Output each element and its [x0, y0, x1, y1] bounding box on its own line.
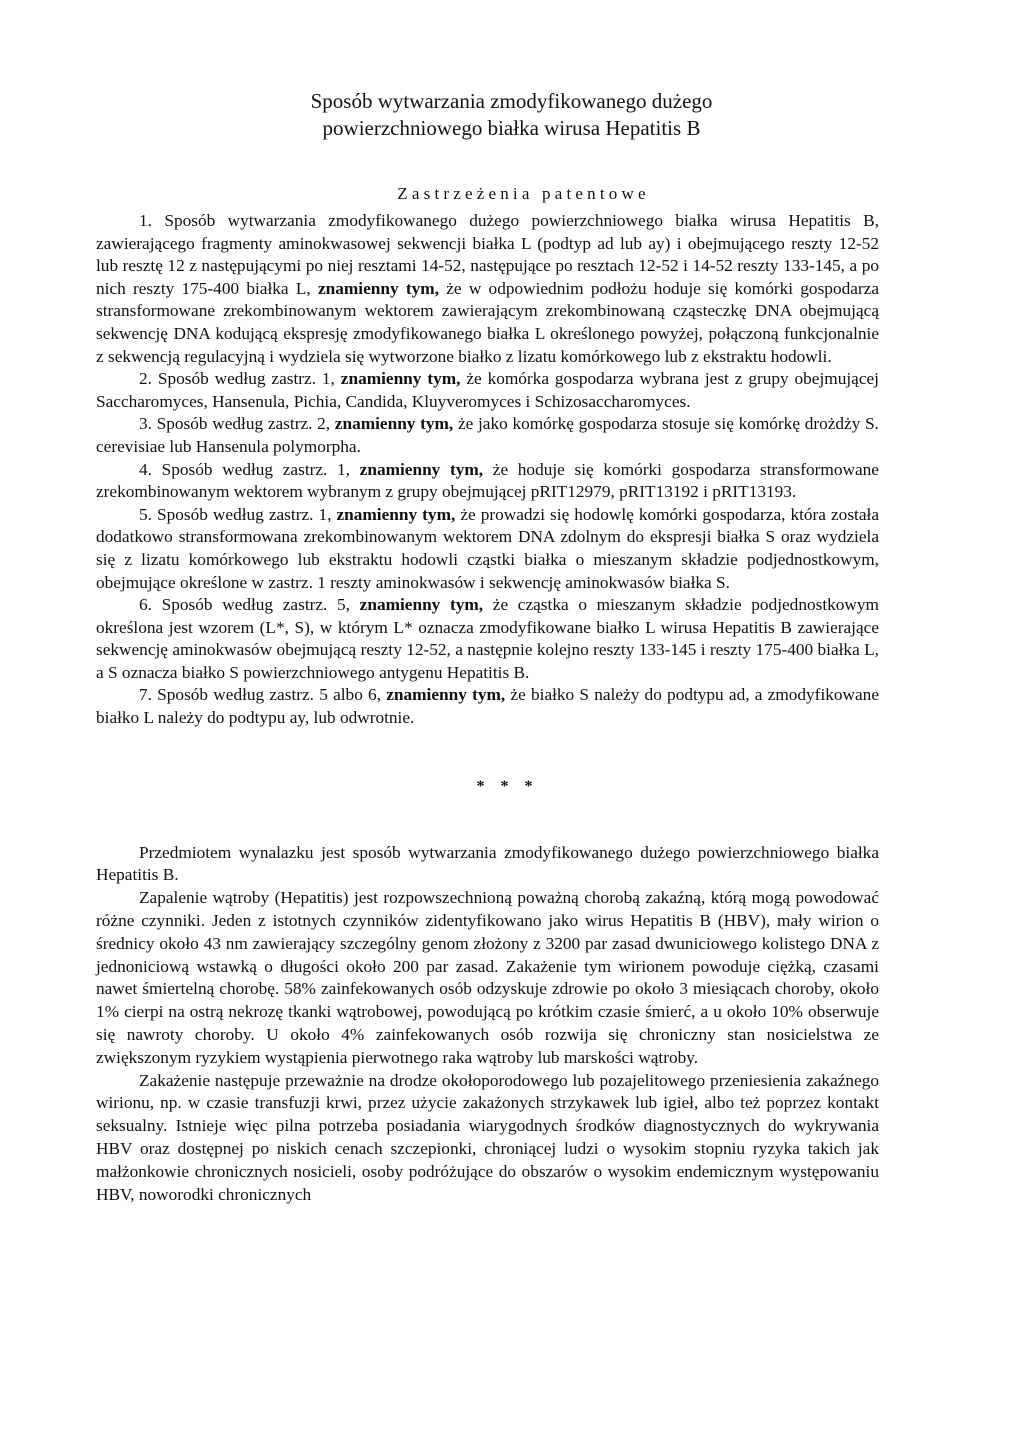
claims-section: [96, 210, 879, 730]
claim-1-text-rest: że w odpowiednim podłożu hoduje się komórki gospodarza stransformowane zrekombinowanym wektorem zawierającym zrekombinowaną cząsteczkę DNA obejmującą sekwencję DNA kodującą ekspresję zmodyfikowanego białka L określonego powyżej, połączoną funkcjonalnie z sekwencją regulacyjną i wydziela się wytworzone białko z lizatu komórkowego lub z ekstraktu hodowli.: [96, 278, 879, 366]
claim-7-text-rest: że białko S należy do podtypu ad, a zmodyfikowane białko L należy do podtypu ay, lub odwrotnie.: [96, 685, 879, 728]
claim-4-text: 4. Sposób według zastrz. 1,: [139, 459, 360, 479]
claim-7-bold: znamienny tym,: [386, 685, 506, 705]
claim-2-text: 2. Sposób według zastrz. 1,: [139, 369, 341, 389]
claims-heading: Zastrzeżenia patentowe: [397, 184, 650, 203]
claim-2-bold: znamienny tym,: [340, 369, 461, 389]
claim-1-text: 1. Sposób wytwarzania zmodyfikowanego dużego powierzchniowego białka wirusa Hepatitis B, zawierającego fragmenty aminokwasowej sekwencji białka L (podtyp ad lub ay) i obejmującego reszty 12-52 lub resztę 12 z następującymi po niej resztami 14-52, następujące po resztach 12-52 i 14-52 reszty 133-145, a po nich reszty 175-400 białka L,: [96, 211, 879, 298]
claim-1: [96, 210, 879, 368]
title-line-2: powierzchniowego białka wirusa Hepatitis B: [322, 116, 701, 140]
claim-3-text: 3. Sposób według zastrz. 2,: [139, 414, 335, 434]
description-paragraph-2: Zapalenie wątroby (Hepatitis) jest rozpowszechnioną poważną chorobą zakaźną, którą mogą powodować różne czynniki. Jeden z istotnych czynników zidentyfikowano jako wirus Hepatitis B (HBV), mały wirion o średnicy około 43 nm zawierający szczególny genom złożony z 3200 par zasad dwuniciowego kolistego DNA z jednoniciową wstawką o długości około 200 par zasad. Zakażenie tym wirionem powoduje ciężką, czasami nawet śmiertelną chorobę. 58% zainfekowanych osób odzyskuje zdrowie po około 3 miesiącach choroby, około 1% cierpi na ostrą nekrozę tkanki wątrobowej, powodującą po krótkim czasie śmierć, a u około 10% obserwuje się nawroty choroby. U około 4% zainfekowanych osób rozwija się chroniczny stan nosicielstwa ze zwiększonym ryzykiem wystąpienia pierwotnego raka wątroby lub marskości wątroby.: [96, 888, 879, 1067]
claim-3: [96, 413, 879, 458]
claim-4-text-rest: że hoduje się komórki gospodarza stransformowane zrekombinowanym wektorem wybranym z grupy obejmującej pRIT12979, pRIT13192 i pRIT13193.: [96, 459, 879, 502]
claim-7-text: 7. Sposób według zastrz. 5 albo 6,: [139, 685, 387, 705]
claim-5: [96, 504, 879, 594]
claim-6: [96, 594, 879, 684]
document-title: [144, 88, 879, 142]
claim-6-bold: znamienny tym,: [359, 595, 484, 615]
claim-5-text: 5. Sposób według zastrz. 1,: [139, 504, 337, 524]
claim-6-text: 6. Sposób według zastrz. 5,: [139, 595, 360, 615]
document-page: [96, 88, 879, 1206]
description-paragraph-1: Przedmiotem wynalazku jest sposób wytwarzania zmodyfikowanego dużego powierzchniowego białka Hepatitis B.: [96, 842, 879, 885]
claim-3-bold: znamienny tym,: [334, 414, 454, 434]
claim-2: [96, 368, 879, 413]
description-paragraph-3: Zakażenie następuje przeważnie na drodze okołoporodowego lub pozajelitowego przeniesienia zakaźnego wirionu, np. w czasie transfuzji krwi, przez użycie zakażonych strzykawek lub igieł, albo też poprzez kontakt seksualny. Istnieje więc pilna potrzeba posiadania wiarygodnych środków diagnostycznych do wykrywania HBV oraz dostępnej po niskich cenach szczepionki, chroniącej ludzi o wysokim stopniu ryzyka takich jak małżonkowie chronicznych nosicieli, osoby podróżujące do obszarów o wysokim endemicznym występowaniu HBV, noworodki chronicznych: [96, 1070, 879, 1204]
claim-7: [96, 684, 879, 729]
claim-5-bold: znamienny tym,: [336, 504, 456, 524]
claim-2-text-rest: że komórka gospodarza wybrana jest z grupy obejmującej Saccharomyces, Hansenula, Pichia, Candida, Kluyveromyces i Schizosaccharomyces.: [96, 369, 879, 411]
description-section: [96, 842, 879, 1207]
claim-1-bold: znamienny tym,: [317, 278, 439, 298]
claim-5-text-rest: że prowadzi się hodowlę komórki gospodarza, która została dodatkowo stransformowana zrekombinowanym wektorem DNA zdolnym do ekspresji białka S oraz wydziela się z lizatu komórkowego lub ekstraktu hodowli cząstki białka o mieszanym składzie podjednostkowym, obejmujące określone w zastrz. 1 reszty aminokwasów i sekwencję aminokwasów białka S.: [96, 504, 879, 592]
claim-4-bold: znamienny tym,: [359, 459, 484, 479]
title-line-1: Sposób wytwarzania zmodyfikowanego dużego: [310, 89, 713, 113]
claim-3-text-rest: że jako komórkę gospodarza stosuje się komórkę drożdży S. cerevisiae lub Hansenula polymorpha.: [96, 414, 879, 456]
claim-4: [96, 459, 879, 504]
claim-6-text-rest: że cząstka o mieszanym składzie podjednostkowym określona jest wzorem (L*, S), w którym L* oznacza zmodyfikowane białko L wirusa Hepatitis B zawierające sekwencję aminokwasów obejmującą reszty 12-52, a następnie kolejno reszty 133-145 i reszty 175-400 białka L, a S oznacza białko S powierzchniowego antygenu Hepatitis B.: [96, 595, 879, 682]
section-separator: * * *: [476, 777, 539, 795]
